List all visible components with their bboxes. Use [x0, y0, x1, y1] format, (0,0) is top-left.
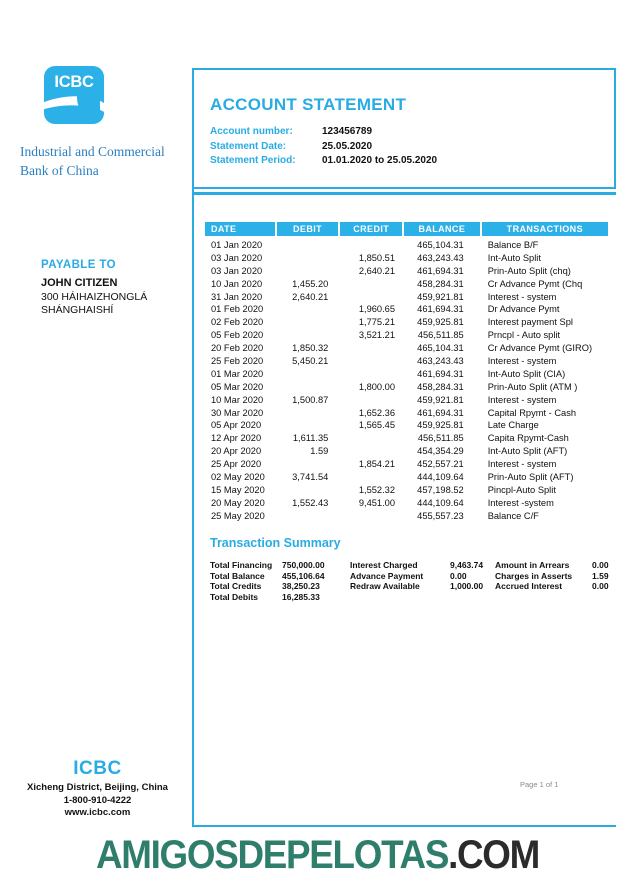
payable-to-block	[41, 277, 191, 318]
bank-name: Industrial and Commercial Bank of China	[20, 144, 165, 178]
left-sidebar	[0, 0, 195, 840]
cell-credit	[340, 432, 402, 445]
summary-row	[350, 571, 495, 582]
cell-transaction: Interest - system	[487, 394, 557, 405]
page-title: ACCOUNT STATEMENT	[210, 95, 407, 114]
cell-date: 05 Mar 2020	[211, 381, 264, 392]
payable-to-label: PAYABLE TO	[41, 259, 116, 271]
summary-value: 0.00	[592, 560, 609, 570]
cell-transaction: Prin-Auto Split (ATM )	[487, 381, 578, 392]
cell-credit: 2,640.21	[358, 265, 396, 276]
cell-date: 20 Feb 2020	[211, 343, 264, 354]
column-header-debit: DEBIT	[277, 222, 339, 236]
statement-date-value: 25.05.2020	[322, 140, 373, 152]
cell-credit: 1,854.21	[358, 459, 396, 470]
account-number-row	[210, 125, 437, 140]
cell-transaction: Int-Auto Split	[487, 252, 541, 263]
summary-label: Charges in Asserts	[495, 570, 573, 581]
watermark-part-2: .COM	[448, 833, 540, 877]
cell-date: 02 May 2020	[211, 472, 265, 483]
cell-credit	[340, 471, 402, 484]
page-number: Page 1 of 1	[520, 780, 559, 789]
column-header-credit: CREDIT	[340, 222, 402, 236]
summary-grid	[210, 560, 610, 602]
cell-transaction: Capita Rpymt-Cash	[487, 433, 569, 444]
cell-balance: 461,694.31	[417, 368, 464, 379]
cell-transaction: Interest - system	[487, 459, 557, 470]
cell-debit: 1,455.20	[292, 278, 329, 289]
cell-credit: 3,521.21	[358, 330, 396, 341]
cell-debit	[277, 510, 339, 523]
cell-date: 02 Feb 2020	[211, 317, 264, 328]
cell-debit	[277, 265, 339, 278]
header-divider	[194, 192, 616, 195]
cell-credit: 1,652.36	[358, 407, 396, 418]
cell-credit	[340, 510, 402, 523]
cell-date: 01 Feb 2020	[211, 304, 264, 315]
cell-balance: 456,511.85	[417, 330, 464, 341]
cell-balance: 459,925.81	[417, 420, 464, 431]
cell-transaction: Pincpl-Auto Split	[487, 484, 556, 495]
cell-date: 25 Feb 2020	[211, 356, 264, 367]
footer-logo-text: ICBC	[73, 758, 122, 779]
cell-date: 30 Mar 2020	[211, 407, 264, 418]
table-row	[205, 355, 608, 368]
cell-transaction: Balance C/F	[487, 510, 539, 521]
table-row	[205, 265, 608, 278]
summary-label: Redraw Available	[350, 581, 420, 592]
table-body	[205, 239, 608, 523]
cell-date: 25 Apr 2020	[211, 459, 262, 470]
cell-balance: 458,284.31	[417, 278, 464, 289]
cell-credit	[340, 368, 402, 381]
cell-balance: 465,104.31	[417, 343, 464, 354]
cell-debit: 2,640.21	[292, 291, 329, 302]
cell-debit: 1,850.32	[292, 343, 329, 354]
account-number-value: 123456789	[322, 126, 373, 137]
footer-phone: 1-800-910-4222	[63, 794, 132, 806]
cell-debit: 3,741.54	[292, 472, 329, 483]
cell-date: 25 May 2020	[211, 510, 265, 521]
cell-debit	[277, 381, 339, 394]
cell-balance: 455,557.23	[417, 510, 464, 521]
table-row	[205, 458, 608, 471]
cell-transaction: Prncpl - Auto split	[487, 330, 561, 341]
cell-debit	[277, 368, 339, 381]
cell-balance: 459,921.81	[417, 291, 464, 302]
watermark-part-1: AMIGOSDEPELOTAS	[95, 833, 449, 877]
summary-label: Interest Charged	[350, 560, 418, 570]
cell-balance: 458,284.31	[417, 381, 464, 392]
cell-date: 10 Jan 2020	[211, 278, 263, 289]
summary-value: 38,250.23	[282, 581, 320, 592]
cell-balance: 465,104.31	[417, 240, 464, 250]
cell-debit	[277, 329, 339, 342]
cell-date: 03 Jan 2020	[211, 252, 263, 263]
cell-date: 10 Mar 2020	[211, 394, 264, 405]
summary-row	[210, 592, 350, 603]
cell-transaction: Interest - system	[487, 356, 557, 367]
cell-credit: 9,451.00	[358, 497, 396, 508]
statement-date-label: Statement Date:	[210, 140, 287, 152]
summary-row	[495, 581, 610, 592]
table-row	[205, 381, 608, 394]
cell-transaction: Interest -system	[487, 497, 554, 508]
table-row	[205, 368, 608, 381]
footer-contact	[0, 782, 195, 820]
column-header-balance: BALANCE	[404, 222, 480, 236]
cell-debit	[277, 407, 339, 420]
summary-label: Total Debits	[210, 591, 259, 602]
summary-label: Total Credits	[210, 581, 262, 592]
table-header-row	[205, 222, 608, 236]
table-row	[205, 239, 608, 252]
cell-transaction: Dr Advance Pymt	[487, 304, 560, 315]
cell-debit: 1,552.43	[292, 497, 329, 508]
cell-date: 05 Feb 2020	[211, 330, 264, 341]
cell-credit: 1,565.45	[358, 420, 396, 431]
summary-row	[210, 571, 350, 582]
cell-balance: 459,921.81	[417, 394, 464, 405]
cell-balance: 454,354.29	[417, 446, 464, 457]
customer-address-line-1: 300 HÁIHAIZHONGLÁ	[41, 290, 148, 303]
icbc-logo	[44, 66, 106, 126]
table-row	[205, 252, 608, 265]
cell-credit	[340, 445, 402, 458]
cell-balance: 463,243.43	[417, 356, 464, 367]
cell-transaction: Late Charge	[487, 420, 539, 431]
account-meta	[210, 125, 437, 169]
summary-value: 16,285.33	[282, 591, 320, 602]
column-header-transactions: TRANSACTIONS	[482, 222, 608, 236]
cell-date: 20 May 2020	[211, 497, 265, 508]
cell-debit: 1,500.87	[292, 394, 329, 405]
cell-date: 12 Apr 2020	[211, 433, 262, 444]
summary-label: Total Financing	[210, 560, 273, 570]
cell-balance: 461,694.31	[417, 407, 464, 418]
table-row	[205, 303, 608, 316]
cell-date: 31 Jan 2020	[211, 291, 263, 302]
cell-credit	[340, 342, 402, 355]
cell-debit	[277, 239, 339, 252]
cell-debit	[277, 419, 339, 432]
table-row	[205, 445, 608, 458]
cell-balance: 444,109.64	[417, 472, 464, 483]
summary-row	[495, 571, 610, 582]
cell-credit: 1,850.51	[358, 252, 396, 263]
summary-row	[210, 560, 350, 571]
summary-label: Amount in Arrears	[495, 560, 570, 570]
table-row	[205, 419, 608, 432]
cell-credit	[340, 239, 402, 252]
cell-debit: 5,450.21	[292, 356, 329, 367]
customer-address-line-2: SHÁNGHAISHÍ	[41, 304, 114, 316]
summary-value: 1.59	[592, 570, 609, 581]
customer-name: JOHN CITIZEN	[41, 277, 118, 289]
cell-balance: 444,109.64	[417, 497, 464, 508]
cell-transaction: Prin-Auto Split (chq)	[487, 265, 571, 276]
table-row	[205, 291, 608, 304]
summary-column-3	[495, 560, 610, 602]
cell-transaction: Int-Auto Split (CIA)	[487, 368, 566, 379]
summary-value: 0.00	[450, 570, 467, 581]
cell-credit	[340, 291, 402, 304]
statement-period-value: 01.01.2020 to 25.05.2020	[322, 155, 438, 166]
cell-balance: 457,198.52	[417, 484, 464, 495]
cell-date: 20 Apr 2020	[211, 446, 262, 457]
cell-credit	[340, 394, 402, 407]
summary-column-2	[350, 560, 495, 602]
cell-debit	[277, 303, 339, 316]
footer-address: Xicheng District, Beijing, China	[27, 782, 168, 793]
statement-period-row	[210, 154, 437, 169]
summary-label: Total Balance	[210, 570, 265, 581]
summary-label: Advance Payment	[350, 570, 424, 581]
summary-title: Transaction Summary	[210, 536, 341, 550]
cell-transaction: Cr Advance Pymt (Chq	[487, 278, 583, 289]
summary-value: 1,000.00	[450, 581, 484, 592]
table-row	[205, 471, 608, 484]
cell-transaction: Capital Rpymt - Cash	[487, 407, 577, 418]
summary-row	[210, 581, 350, 592]
cell-credit: 1,800.00	[358, 381, 396, 392]
column-header-date: DATE	[205, 222, 275, 236]
cell-balance: 459,925.81	[417, 317, 464, 328]
summary-value: 455,106.64	[282, 570, 325, 581]
cell-debit: 1,611.35	[292, 433, 329, 444]
cell-debit	[277, 316, 339, 329]
summary-label: Accrued Interest	[495, 581, 563, 592]
statement-date-row	[210, 140, 437, 155]
cell-balance: 452,557.21	[417, 459, 464, 470]
cell-debit	[277, 252, 339, 265]
cell-transaction: Cr Advance Pymt (GIRO)	[487, 343, 593, 354]
table-row	[205, 342, 608, 355]
cell-transaction: Int-Auto Split (AFT)	[487, 446, 568, 457]
table-row	[205, 497, 608, 510]
watermark	[25, 833, 609, 878]
cell-transaction: Interest - system	[487, 291, 557, 302]
summary-row	[495, 560, 610, 571]
cell-balance: 461,694.31	[417, 304, 464, 315]
table-row	[205, 394, 608, 407]
table-row	[205, 484, 608, 497]
summary-row	[350, 581, 495, 592]
cell-credit: 1,552.32	[358, 484, 396, 495]
cell-balance: 461,694.31	[417, 265, 464, 276]
summary-row	[350, 560, 495, 571]
cell-balance: 456,511.85	[417, 433, 464, 444]
transactions-table	[205, 222, 608, 523]
cell-debit: 1.59	[310, 446, 329, 457]
table-row	[205, 510, 608, 523]
summary-column-1	[210, 560, 350, 602]
cell-transaction: Balance B/F	[487, 240, 539, 250]
table-row	[205, 278, 608, 291]
cell-credit	[340, 355, 402, 368]
cell-debit	[277, 484, 339, 497]
table-row	[205, 432, 608, 445]
table-row	[205, 329, 608, 342]
cell-date: 15 May 2020	[211, 484, 265, 495]
cell-date: 01 Jan 2020	[211, 240, 263, 250]
account-number-label: Account number:	[210, 126, 293, 137]
cell-credit: 1,960.65	[358, 304, 396, 315]
cell-date: 01 Mar 2020	[211, 368, 264, 379]
summary-value: 0.00	[592, 581, 609, 592]
summary-value: 9,463.74	[450, 560, 484, 570]
cell-balance: 463,243.43	[417, 252, 464, 263]
cell-date: 05 Apr 2020	[211, 420, 262, 431]
table-row	[205, 316, 608, 329]
cell-transaction: Prin-Auto Split (AFT)	[487, 472, 574, 483]
cell-transaction: Interest payment Spl	[487, 317, 573, 328]
cell-debit	[277, 458, 339, 471]
summary-value: 750,000.00	[282, 560, 325, 570]
footer-website[interactable]: www.icbc.com	[64, 807, 131, 818]
table-row	[205, 407, 608, 420]
icbc-logo-mark	[44, 66, 104, 124]
cell-credit: 1,775.21	[358, 317, 396, 328]
cell-credit	[340, 278, 402, 291]
icbc-logo-text: ICBC	[54, 73, 94, 91]
cell-date: 03 Jan 2020	[211, 265, 263, 276]
statement-period-label: Statement Period:	[210, 155, 296, 166]
